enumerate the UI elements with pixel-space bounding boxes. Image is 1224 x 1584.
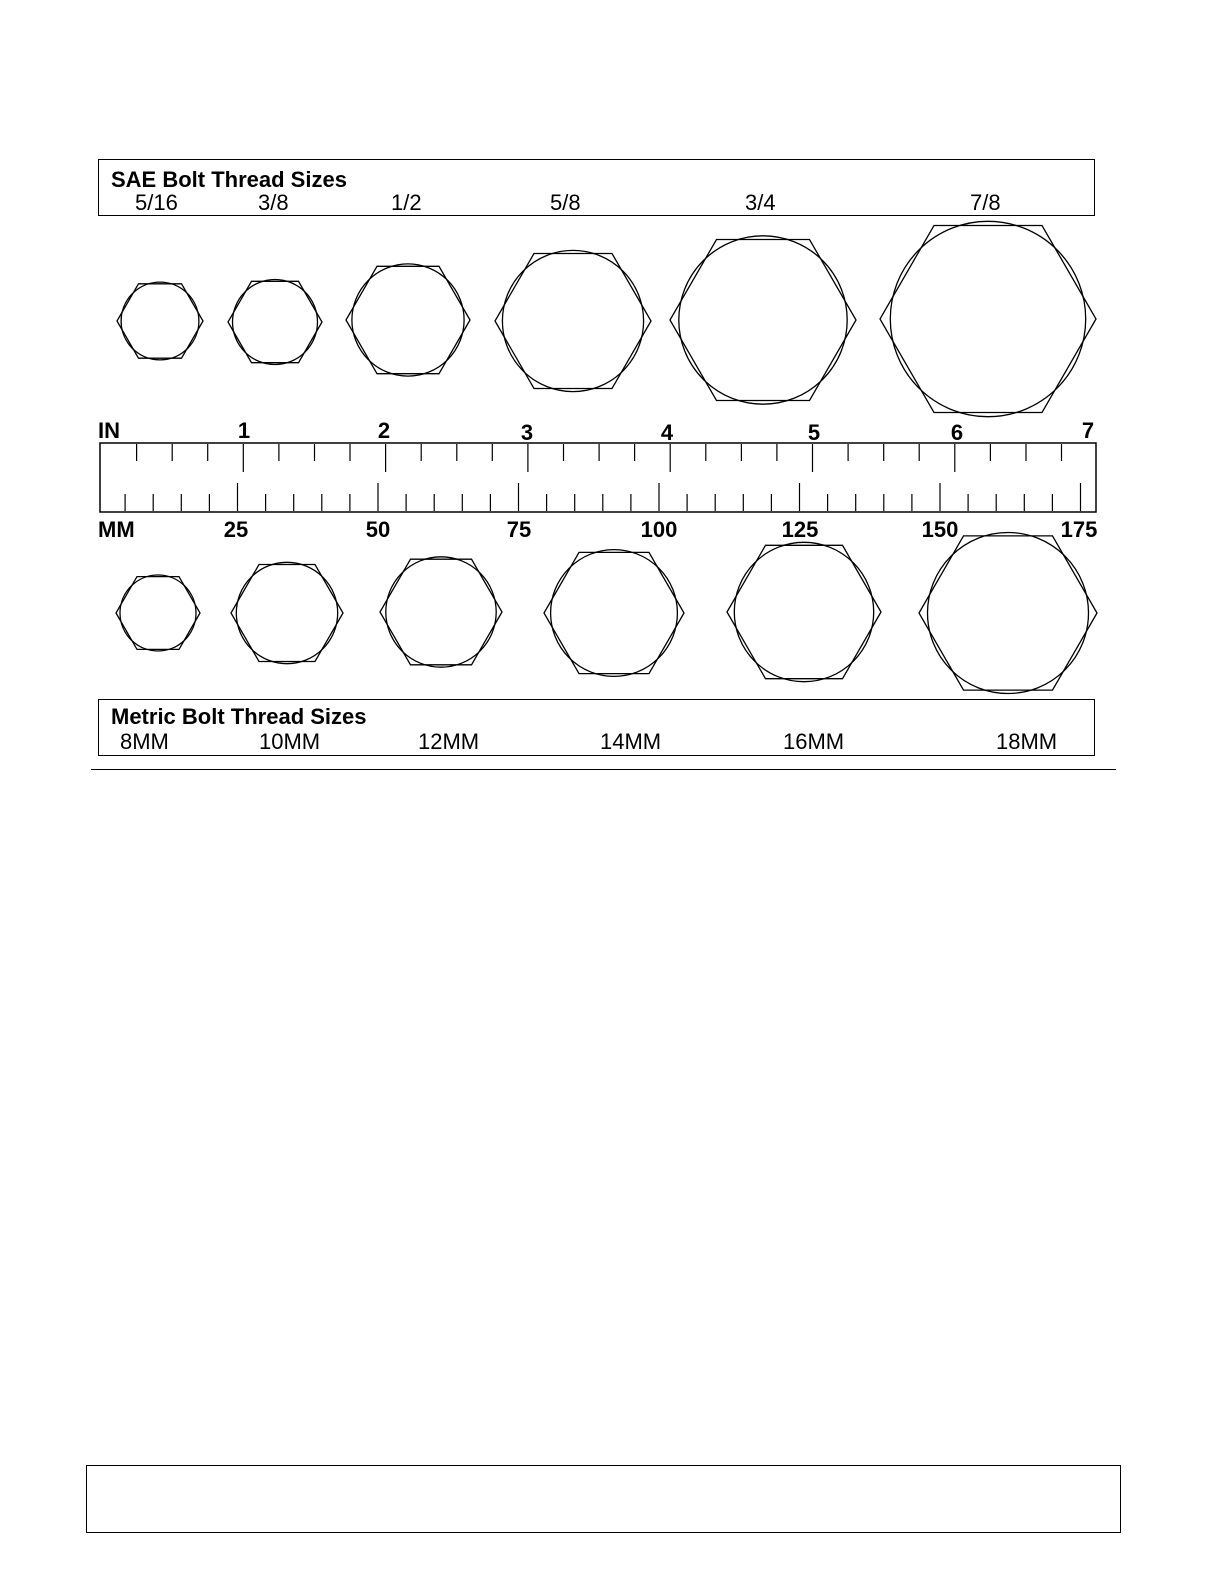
sae-hex-outline	[495, 254, 651, 389]
metric-size-label: 16MM	[783, 729, 845, 754]
sae-title: SAE Bolt Thread Sizes	[111, 167, 347, 192]
metric-size-label: 14MM	[600, 729, 662, 754]
metric-size-label: 8MM	[120, 729, 169, 754]
sae-bolt-circle	[121, 282, 199, 360]
sae-size-label: 5/16	[135, 190, 178, 215]
inch-unit-label: IN	[98, 418, 120, 443]
inch-tick-label: 2	[377, 418, 391, 443]
metric-header-box	[98, 699, 1095, 756]
sae-size-label: 3/4	[745, 190, 776, 215]
sae-size-label: 7/8	[970, 190, 1001, 215]
inch-tick-label: 5	[807, 420, 821, 445]
metric-size-label: 18MM	[996, 729, 1058, 754]
mm-tick-label: 75	[506, 517, 532, 542]
sae-size-label: 3/8	[258, 190, 289, 215]
metric-hex-outline	[380, 559, 502, 665]
inch-tick-label: 4	[660, 420, 674, 445]
sae-bolt-circle	[233, 280, 318, 365]
metric-bolt-circle	[236, 562, 337, 663]
inch-tick-label: 6	[950, 420, 964, 445]
metric-hex-outline	[919, 536, 1097, 690]
mm-unit-label: MM	[98, 517, 135, 542]
sae-bolt-circle	[352, 264, 464, 376]
mm-tick-label: 125	[781, 517, 819, 542]
sae-size-label: 5/8	[550, 190, 581, 215]
mm-tick-label: 100	[640, 517, 678, 542]
sae-hex-outline	[670, 240, 856, 401]
sae-hex-outline	[346, 266, 470, 373]
cut-line	[91, 769, 1116, 770]
metric-bolt-circle	[386, 557, 496, 667]
metric-hex-outline	[544, 552, 684, 673]
sae-hex-outline	[880, 226, 1096, 413]
metric-hex-group	[116, 533, 1097, 694]
ruler-frame	[100, 443, 1096, 512]
mm-tick-label: 25	[223, 517, 249, 542]
metric-size-label: 12MM	[418, 729, 480, 754]
sae-hex-outline	[228, 281, 322, 362]
ruler-ticks	[125, 444, 1080, 511]
metric-size-label: 10MM	[259, 729, 321, 754]
metric-hex-outline	[727, 545, 881, 678]
sae-hex-outline	[117, 284, 203, 358]
inch-tick-label: 1	[237, 418, 251, 443]
metric-bolt-circle	[551, 550, 678, 677]
mm-tick-label: 175	[1060, 517, 1098, 542]
metric-title: Metric Bolt Thread Sizes	[111, 704, 367, 729]
inch-tick-label: 3	[520, 420, 534, 445]
metric-hex-outline	[116, 577, 200, 650]
sae-hex-group	[117, 221, 1096, 416]
metric-hex-outline	[231, 565, 343, 662]
bottom-blank-box	[86, 1465, 1121, 1533]
mm-tick-label: 50	[365, 517, 391, 542]
mm-tick-label: 150	[921, 517, 959, 542]
metric-bolt-circle	[120, 575, 196, 651]
inch-tick-label: 7	[1081, 418, 1095, 443]
sae-size-label: 1/2	[391, 190, 422, 215]
